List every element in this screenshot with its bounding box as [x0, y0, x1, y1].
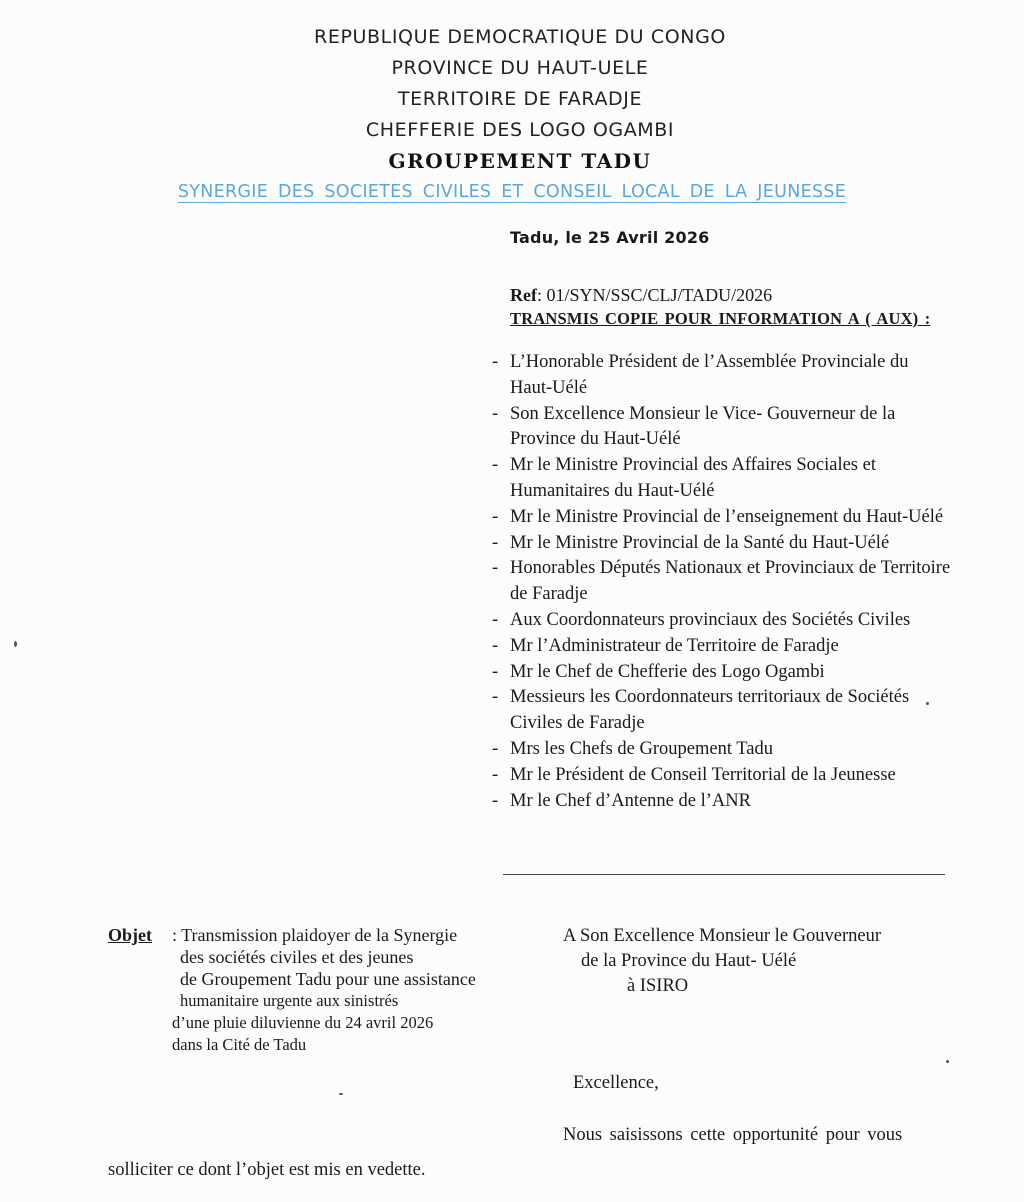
letterhead-province: PROVINCE DU HAUT-UELE	[391, 57, 649, 79]
recipient-item: - Messieurs les Coordonnateurs territoriaux de Sociétés Civiles de Faradje	[492, 685, 952, 737]
recipient-list	[492, 350, 952, 814]
recipient-item: - Mr le Ministre Provincial des Affaires Sociales et Humanitaires du Haut-Uélé	[492, 453, 952, 505]
letterhead-territoire: TERRITOIRE DE FARADJE	[397, 88, 643, 110]
letterhead-synergie: SYNERGIE DES SOCIETES CIVILES ET CONSEIL LOCAL DE LA JEUNESSE	[177, 182, 847, 202]
subject-text	[172, 924, 532, 1056]
subject-label: Objet	[108, 925, 152, 945]
reference-label: Ref	[510, 285, 537, 305]
scan-speck	[339, 1093, 343, 1095]
separator-line	[503, 874, 945, 875]
scan-speck	[14, 641, 17, 647]
recipient-item: - Aux Coordonnateurs provinciaux des Sociétés Civiles	[492, 608, 952, 634]
recipient-item: - Mr le Président de Conseil Territorial de la Jeunesse	[492, 763, 952, 789]
subject-line: des sociétés civiles et des jeunes	[180, 947, 414, 967]
recipient-item: - Mr le Ministre Provincial de l’enseignement du Haut-Uélé	[492, 505, 952, 531]
scan-speck	[926, 702, 929, 705]
recipient-item: - L’Honorable Président de l’Assemblée Provinciale du Haut-Uélé	[492, 350, 952, 402]
letterhead-groupement: GROUPEMENT TADU	[388, 149, 652, 173]
addressee-city: à ISIRO	[627, 976, 689, 996]
letter-date: Tadu, le 25 Avril 2026	[510, 228, 710, 247]
reference-value: : 01/SYN/SSC/CLJ/TADU/2026	[536, 285, 773, 305]
addressee-line: A Son Excellence Monsieur le Gouverneur	[563, 926, 882, 946]
copy-to-heading: TRANSMIS COPIE POUR INFORMATION A ( AUX) :	[510, 309, 931, 328]
scan-speck	[946, 1060, 949, 1063]
body-text-line: Nous saisissons cette opportunité pour vous	[563, 1125, 903, 1145]
recipient-item: - Honorables Députés Nationaux et Provinciaux de Territoire de Faradje	[492, 556, 952, 608]
subject-line: : Transmission plaidoyer de la Synergie	[172, 925, 458, 945]
recipient-item: - Mrs les Chefs de Groupement Tadu	[492, 737, 952, 763]
recipient-item: - Mr le Chef d’Antenne de l’ANR	[492, 789, 952, 815]
subject-line: d’une pluie diluvienne du 24 avril 2026	[172, 1013, 434, 1032]
salutation: Excellence,	[573, 1073, 659, 1093]
reference-number	[510, 284, 772, 307]
letterhead	[0, 22, 1024, 208]
subject-line: de Groupement Tadu pour une assistance	[180, 969, 476, 989]
recipient-item: - Mr l’Administrateur de Territoire de Faradje	[492, 634, 952, 660]
subject-line: dans la Cité de Tadu	[172, 1035, 307, 1054]
letterhead-chefferie: CHEFFERIE DES LOGO OGAMBI	[365, 119, 675, 141]
subject-line: humanitaire urgente aux sinistrés	[180, 991, 399, 1010]
letterhead-country: REPUBLIQUE DEMOCRATIQUE DU CONGO	[314, 26, 726, 48]
recipient-item: - Son Excellence Monsieur le Vice- Gouverneur de la Province du Haut-Uélé	[492, 402, 952, 454]
recipient-item: - Mr le Ministre Provincial de la Santé du Haut-Uélé	[492, 531, 952, 557]
addressee-block	[563, 924, 881, 999]
addressee-line: de la Province du Haut- Uélé	[581, 951, 797, 971]
recipient-item: - Mr le Chef de Chefferie des Logo Ogambi	[492, 660, 952, 686]
body-text-line: solliciter ce dont l’objet est mis en vedette.	[108, 1160, 426, 1180]
